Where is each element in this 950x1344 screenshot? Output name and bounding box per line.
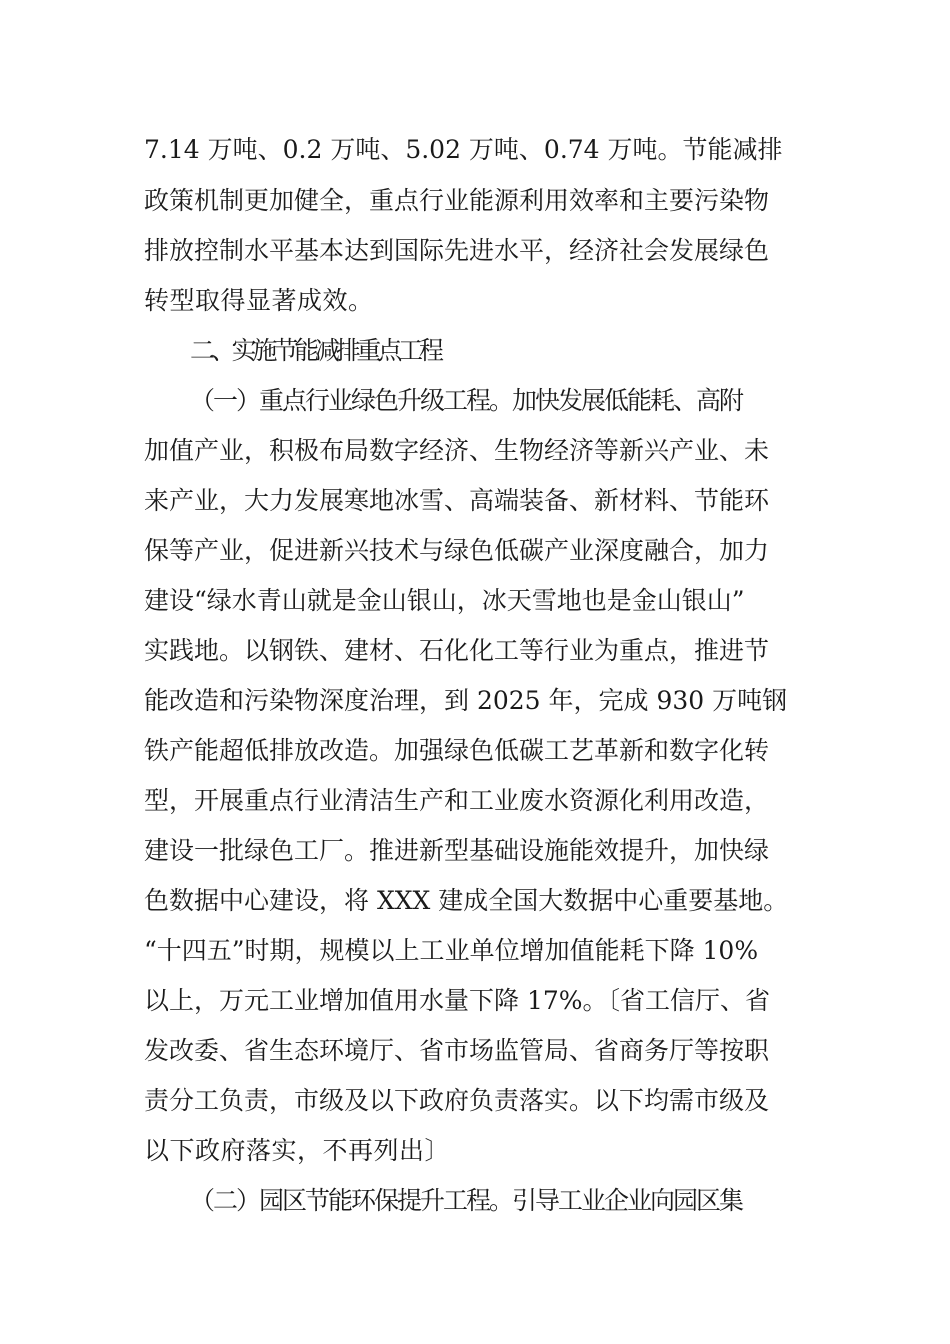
- body-text-line: 加值产业，积极布局数字经济、生物经济等新兴产业、未: [144, 436, 770, 465]
- body-text-line: （一）重点行业绿色升级工程。加快发展低能耗、高附: [190, 386, 743, 415]
- body-text-line: 保等产业，促进新兴技术与绿色低碳产业深度融合，加力: [144, 536, 770, 565]
- body-text-line: （二）园区节能环保提升工程。引导工业企业向园区集: [190, 1186, 743, 1215]
- body-text-line: 建设一批绿色工厂。推进新型基础设施能效提升，加快绿: [144, 836, 770, 865]
- section-heading: 二、实施节能减排重点工程: [190, 336, 440, 365]
- body-text-line: 以上，万元工业增加值用水量下降 17%。〔省工信厅、省: [144, 986, 771, 1015]
- body-text-line: 以下政府落实，不再列出〕: [144, 1136, 451, 1165]
- body-text-line: “十四五”时期，规模以上工业单位增加值能耗下降 10%: [144, 936, 759, 965]
- body-text-line: 能改造和污染物深度治理，到 2025 年，完成 930 万吨钢: [144, 686, 788, 715]
- body-text-line: 排放控制水平基本达到国际先进水平，经济社会发展绿色: [144, 236, 770, 265]
- body-text-line: 实践地。以钢铁、建材、石化化工等行业为重点，推进节: [144, 636, 770, 665]
- body-text-line: 发改委、省生态环境厅、省市场监管局、省商务厅等按职: [144, 1036, 770, 1065]
- body-text-line: 责分工负责，市级及以下政府负责落实。以下均需市级及: [144, 1086, 770, 1115]
- body-text-line: 转型取得显著成效。: [144, 286, 374, 315]
- body-text-line: 铁产能超低排放改造。加强绿色低碳工艺革新和数字化转: [144, 736, 770, 765]
- body-text-line: 政策机制更加健全，重点行业能源利用效率和主要污染物: [144, 186, 770, 215]
- body-text-line: 色数据中心建设，将 XXX 建成全国大数据中心重要基地。: [144, 886, 789, 915]
- body-text-line: 建设“绿水青山就是金山银山，冰天雪地也是金山银山”: [144, 586, 745, 615]
- body-text-line: 型，开展重点行业清洁生产和工业废水资源化利用改造，: [144, 786, 770, 815]
- body-text-line: 来产业，大力发展寒地冰雪、高端装备、新材料、节能环: [144, 486, 770, 515]
- body-text-line: 7.14 万吨、0.2 万吨、5.02 万吨、0.74 万吨。节能减排: [144, 135, 783, 164]
